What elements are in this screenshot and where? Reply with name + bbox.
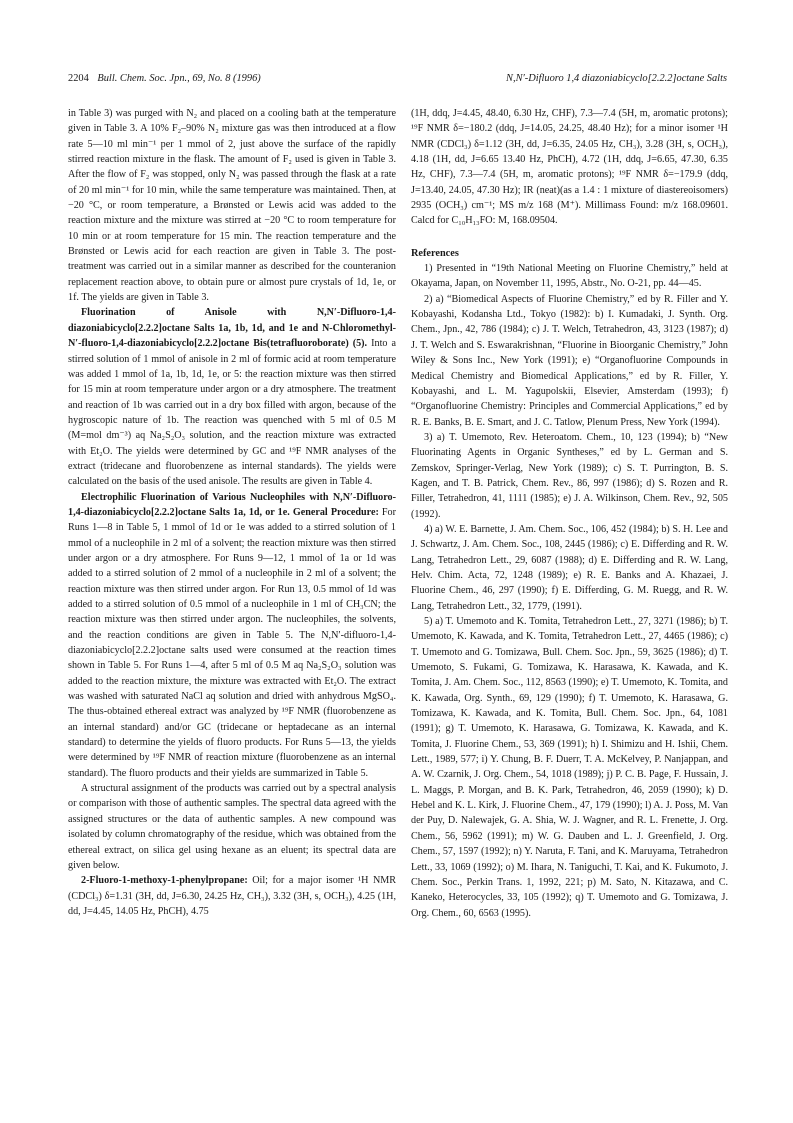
reference-3: 3) a) T. Umemoto, Rev. Heteroatom. Chem., 10, 123 (1994); b) “New Fluorinating Agents in Organic Syntheses,” ed by L. German and S. Zemskov, Springer-Verlag, New York (1989); c) S. T. Purrington, B. S. Kagen, and T. B. Patrick, Chem. Rev., 86, 997 (1986); d) S. Rozen and R. Filler, Tetrahedron, 41, 1111 (1985); e) J. A. Wilkinson, Chem. Rev., 92, 505 (1992). xyxy=(411,431,728,520)
reference-4: 4) a) W. E. Barnette, J. Am. Chem. Soc., 106, 452 (1984); b) S. H. Lee and J. Schwartz, J. Am. Chem. Soc., 108, 2445 (1986); c) E. Differding and R. W. Lang, Tetrahedron Lett., 29, 6087 (1988); d) E. Differding and R. W. Lang, Helv. Chim. Acta, 72, 1248 (1989); e) R. E. Banks and A. Khazaei, J. Fluorine Chem., 46, 297 (1990); f) E. Differding, G. M. Ruegg, and R. W. Lang, Tetrahedron Lett., 32, 1779, (1991). xyxy=(411,523,728,612)
references-heading: References xyxy=(411,247,459,259)
page-number: 2204 xyxy=(68,73,89,84)
section-heading-anisole: Fluorination of Anisole with N,N′-Difluoro-1,4-diazoniabicyclo[2.2.2]octane Salts 1a, 1b, 1d, and 1e and N-Chloromethyl-N′-fluoro-1,4-diazoniabicyclo[2.2.2]octane Bis(tetrafluoroborate) (5). xyxy=(68,307,396,350)
paragraph-structural-assignment: A structural assignment of the products was carried out by a spectral analysis or comparison with those of authentic samples. The spectral data agreed with the assigned structures or the data of authentic samples. A new compound was isolated by column chromatography of the residue, which was obtained from the ethereal extract, on silica gel using hexane as an eluent; its spectral data are given below. xyxy=(68,783,396,871)
right-column xyxy=(411,106,728,921)
paragraph-nucleophile-body: For Runs 1—8 in Table 5, 1 mmol of 1d or 1e was added to a stirred solution of 1 mmol of a nucleophile in 2 ml of a solvent; the reaction mixture was then stirred under argon or a dry atmosphere. For Runs 9—12, 1 mmol of 1a or 1d was added to a stirred solution of 2 mmol of a nucleophile in 2 ml of a solvent; the reaction mixture was then stirred under argon. For Run 13, 0.5 mmol of 1d was added to a stirred solution of 0.5 mmol of a nucleophile in 1 ml of CH₃CN; the reaction mixture was then stirred under argon. The nucleophiles, the solvents, and the reaction conditions are given in Table 5. The N,N′-difluoro-1,4-diazoniabicyclo[2.2.2]octane salts used were consumed at the reaction times shown in Table 5. For Runs 1—4, after 5 ml of 0.5 M aq Na₂S₂O₃ solution was added to the reaction mixture, the mixture was extracted with Et₂O. The extract was washed with saturated NaCl aq solution and dried with anhydrous MgSO₄. The thus-obtained ethereal extract was analyzed by ¹⁹F NMR (fluorobenzene as an internal standard) and/or GC (tridecane or heptadecane as an internal standard) to determine the yields of fluoro products. For Runs 5—13, the yields were determined by ¹⁹F NMR of reaction mixture (fluorobenzene as an internal standard). The fluoro products and their yields are summarized in Table 5. xyxy=(68,506,396,779)
journal-citation: Bull. Chem. Soc. Jpn., 69, No. 8 (1996) xyxy=(97,73,261,84)
paragraph-anisole-fluorination xyxy=(68,305,396,489)
reference-1: 1) Presented in “19th National Meeting on Fluorine Chemistry,” held at Okayama, Japan, on November 11, 1995, Abstr., No. O-21, pp. 44—45. xyxy=(411,263,728,290)
compound-heading: 2-Fluoro-1-methoxy-1-phenylpropane: xyxy=(81,875,248,887)
running-title: N,N′-Difluoro 1,4 diazoniabicyclo[2.2.2]octane Salts xyxy=(506,73,727,84)
paragraph-fluorination-procedure: in Table 3) was purged with N₂ and placed on a cooling bath at the temperature given in Table 3. A 10% F₂–90% N₂ mixture gas was then introduced at a flow rate 5—10 ml min⁻¹ per 1 mmol of 2, just above the surface of the rapidly stirred reaction mixture in the flask. The amount of F₂ used is given in Table 3. After the flow of F₂ was stopped, only N₂ was passed through the flask at a rate of 20 ml min⁻¹ for 10 min, while the same temperature was maintained. Then, at −20 °C, or room temperature, a Brønsted or Lewis acid was added to the reaction mixture and the mixture was stirred at −20 °C to room temperature for 10 min or at room temperature for 15 min. The reaction temperature and the Brønsted or Lewis acid for each reaction are given in Table 3. The post-treatment was carried out in a similar manner as described for the counteranion replacement reaction above, to obtain pure or almost pure crystals of 1d, 1e, or 1f. The yields are given in Table 3. xyxy=(68,108,396,304)
paragraph-compound-data xyxy=(68,873,396,919)
reference-2: 2) a) “Biomedical Aspects of Fluorine Chemistry,” ed by R. Filler and Y. Kobayashi, Kodansha Ltd., Tokyo (1982): b) I. Kumadaki, J. Synth. Org. Chem., Jpn., 42, 786 (1984); c) J. T. Welch, Tetrahedron, 43, 3123 (1987); d) J. T. Welch and S. Eswarakrishnan, “Fluorine in Bioorganic Chemistry,” John Wiley & Sons Inc., New York (1991); e) “Organofluorine Compounds in Medical Chemistry and Biomedical Applications,” ed by R. Filler, Y. Kobayashi, and L. M. Yagupolskii, Elsevier, Amsterdam (1993); f) “Organofluorine Chemistry: Principles and Commercial Applications,” ed by R. E. Banks, B. E. Smart, and J. C. Tatlow, Plenum Press, New York (1994). xyxy=(411,293,728,428)
section-heading-nucleophiles: Electrophilic Fluorination of Various Nucleophiles with N,N′-Difluoro-1,4-diazoniabicyclo[2.2.2]octane Salts 1a, 1d, or 1e. General Procedure: xyxy=(68,491,396,518)
compound-spectral-data: Oil; for a major isomer ¹H NMR (CDCl₃) δ=1.31 (3H, dd, J=6.30, 24.25 Hz, CH₃), 3.32 (3H, s, OCH₃), 4.25 (1H, dd, J=4.45, 14.05 Hz, PhCH), 4.75 xyxy=(68,875,397,917)
spacer xyxy=(411,229,728,246)
paragraph-nucleophile-fluorination xyxy=(68,490,396,782)
paragraph-anisole-body: Into a stirred solution of 1 mmol of anisole in 2 ml of formic acid at room temperature was added 1 mmol of 1a, 1b, 1d, 1e, or 5: the reaction mixture was then stirred for 15 min at room temperature under argon or a dry atmosphere. The treatment and reaction of 1b was carried out in a dry box filled with argon, because of the hygroscopic nature of 1b. The reaction was quenched with 5 ml of 0.5 M (M=mol dm⁻³) aq Na₂S₂O₃ solution, and the reaction mixture was extracted with Et₂O. The yields were determined by GC and ¹⁹F NMR analyses of the extract (tridecane and fluorobenzene as internal standards). The yields were calculated on the basis of the used anisole. The results are given in Table 4. xyxy=(68,338,397,488)
left-column xyxy=(68,106,396,919)
reference-5: 5) a) T. Umemoto and K. Tomita, Tetrahedron Lett., 27, 3271 (1986); b) T. Umemoto, K. Kawada, and K. Tomita, Tetrahedron Lett., 27, 4465 (1986); c) T. Umemoto and G. Tomizawa, Bull. Chem. Soc. Jpn., 59, 3625 (1986); d) T. Umemoto, S. Fukami, G. Tomizawa, K. Harasawa, K. Kawada, and K. Tomita, J. Am. Chem. Soc., 112, 8563 (1990); e) T. Umemoto, K. Tomita, and K. Kawada, Org. Synth., 69, 129 (1990); f) T. Umemoto, K. Harasawa, G. Tomizawa, K. Kawada, and K. Tomita, Bull. Chem. Soc. Jpn., 64, 1081 (1991); g) T. Umemoto, K. Harasawa, G. Tomizawa, K. Kawada, and K. Tomita, J. Fluorine Chem., 53, 369 (1991); h) I. Shimizu and H. Ishii, Chem. Lett., 1989, 577; i) Y. Chung, B. F. Duerr, T. A. McKelvey, P. Nanjappan, and A. W. Czarnik, J. Org. Chem., 54, 1018 (1989); j) P. C. B. Page, F. Hussain, J. L. Maggs, P. Morgan, and B. K. Park, Tetrahedron, 46, 2059 (1990); k) D. Hebel and K. L. Kirk, J. Fluorine Chem., 47, 179 (1990); l) A. J. Poss, M. Van der Puy, D. Nalewajek, G. A. Shia, W. J. Wagner, and R. L. Frenette, J. Org. Chem., 56, 5962 (1991); m) W. G. Dauben and L. J. Greenfield, J. Org. Chem., 57, 1597 (1992); n) Y. Naruta, F. Tani, and K. Maruyama, Tetrahedron Lett., 33, 1069 (1992); o) M. Ihara, N. Taniguchi, T. Kai, and K. Fukumoto, J. Chem. Soc., Perkin Trans. 1, 1992, 221; p) M. Sato, N. Kitazawa, and C. Kaneko, Heterocycles, 33, 105 (1992); q) T. Umemoto and G. Tomizawa, J. Org. Chem., 60, 6563 (1995). xyxy=(411,616,728,919)
paragraph-spectral-continuation: (1H, ddq, J=4.45, 48.40, 6.30 Hz, CHF), 7.3—7.4 (5H, m, aromatic protons); ¹⁹F NMR δ=−180.2 (ddq, J=14.05, 24.25, 48.40 Hz); for a minor isomer ¹H NMR (CDCl₃) δ=1.12 (3H, dd, J=6.35, 24.05 Hz, CH₃), 3.28 (3H, s, OCH₃), 4.18 (1H, dd, J=6.65 13.40 Hz, PhCH), 4.72 (1H, ddq, J=6.65, 47.30, 6.35 Hz, CHF), 7.3—7.4 (5H, m, aromatic protons); ¹⁹F NMR δ=−179.9 (ddq, J=13.40, 24.05, 47.30 Hz); IR (neat)(as a 1.4 : 1 mixture of diastereoisomers) 2935 (OCH₃) cm⁻¹; MS m/z 168 (M⁺). Millimass Found: m/z 168.09601. Calcd for C₁₀H₁₃FO: M, 168.09504. xyxy=(411,108,728,227)
running-header xyxy=(68,73,727,87)
